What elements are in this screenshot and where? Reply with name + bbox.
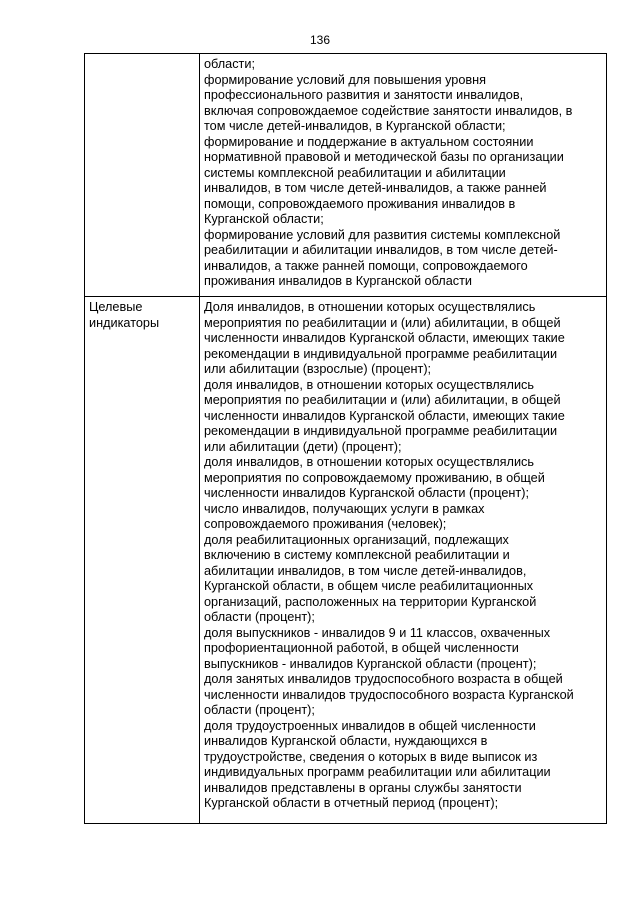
text-line: проживания инвалидов в Курганской области <box>204 274 473 288</box>
text-line: реабилитации и абилитации инвалидов, в том числе детей- <box>204 243 558 257</box>
row-label-line: индикаторы <box>89 315 160 330</box>
text-line: доля занятых инвалидов трудоспособного возраста в общей <box>204 672 563 686</box>
text-line: или абилитации (взрослые) (процент); <box>204 362 432 376</box>
text-line: организаций, расположенных на территории Курганской <box>204 594 537 609</box>
text-line: системы комплексной реабилитации и абилитации <box>204 165 506 180</box>
text-line: профориентационной работой, в общей численности <box>204 641 519 655</box>
text-line: области (процент); <box>204 610 315 624</box>
text-line: Доля инвалидов, в отношении которых осуществлялись <box>204 300 536 314</box>
text-line: включая сопровождаемое содействие занятости инвалидов, в <box>204 103 573 118</box>
text-line: доля инвалидов, в отношении которых осуществлялись <box>204 377 534 392</box>
text-line: Курганской области; <box>204 212 324 226</box>
text-line: мероприятия по сопровождаемому проживанию, в общей <box>204 470 545 485</box>
text-line: индивидуальных программ реабилитации или абилитации <box>204 765 551 779</box>
row-text-cell <box>200 297 607 824</box>
text-line: абилитации инвалидов, в том числе детей-инвалидов, <box>204 563 527 578</box>
page-number: 136 <box>309 33 331 47</box>
text-line: или абилитации (дети) (процент); <box>204 439 402 454</box>
text-line: численности инвалидов трудоспособного возраста Курганской <box>204 687 574 702</box>
text-line: число инвалидов, получающих услуги в рамках <box>204 501 485 516</box>
text-line: профессионального развития и занятости инвалидов, <box>204 88 524 102</box>
table-row <box>85 54 607 297</box>
text-line: нормативной правовой и методической базы по организации <box>204 150 564 164</box>
text-line: инвалидов Курганской области, нуждающихся в <box>204 734 488 748</box>
text-line: формирование условий для повышения уровня <box>204 72 487 87</box>
text-line: численности инвалидов Курганской области (процент); <box>204 486 529 500</box>
text-line: выпускников - инвалидов Курганской области (процент); <box>204 656 537 671</box>
text-line: формирование и поддержание в актуальном состоянии <box>204 134 534 149</box>
row-label-cell <box>85 54 200 297</box>
text-line: доля реабилитационных организаций, подлежащих <box>204 532 509 547</box>
row-label-line: Целевые <box>89 300 143 314</box>
text-line: доля инвалидов, в отношении которых осуществлялись <box>204 455 534 469</box>
text-line: инвалидов, в том числе детей-инвалидов, а также ранней <box>204 181 547 195</box>
text-line: численности инвалидов Курганской области, имеющих такие <box>204 408 565 423</box>
text-line: Курганской области в отчетный период (процент); <box>204 796 499 810</box>
text-line: мероприятия по реабилитации и (или) абилитации, в общей <box>204 315 561 330</box>
text-line: трудоустройстве, сведения о которых в виде выписок из <box>204 749 538 764</box>
text-line: рекомендации в индивидуальной программе реабилитации <box>204 346 558 361</box>
text-line: помощи, сопровождаемого проживания инвалидов в <box>204 196 516 211</box>
text-line: области; <box>204 57 255 71</box>
text-line: мероприятия по реабилитации и (или) абилитации, в общей <box>204 393 561 407</box>
text-line: доля выпускников - инвалидов 9 и 11 классов, охваченных <box>204 625 551 640</box>
text-line: области (процент); <box>204 703 315 717</box>
row-label-cell <box>85 297 200 824</box>
text-line: численности инвалидов Курганской области, имеющих такие <box>204 331 565 345</box>
text-line: инвалидов представлены в органы службы занятости <box>204 780 522 795</box>
text-line: формирование условий для развития системы комплексной <box>204 227 561 242</box>
text-line: доля трудоустроенных инвалидов в общей численности <box>204 718 536 733</box>
table-row <box>85 297 607 824</box>
text-line: рекомендации в индивидуальной программе реабилитации <box>204 424 558 438</box>
text-line: включению в систему комплексной реабилитации и <box>204 548 510 562</box>
text-line: Курганской области, в общем числе реабилитационных <box>204 579 534 593</box>
text-line: инвалидов, а также ранней помощи, сопровождаемого <box>204 258 528 273</box>
row-text-cell <box>200 54 607 297</box>
program-table <box>84 53 607 824</box>
text-line: сопровождаемого проживания (человек); <box>204 517 447 531</box>
text-line: том числе детей-инвалидов, в Курганской области; <box>204 119 506 133</box>
